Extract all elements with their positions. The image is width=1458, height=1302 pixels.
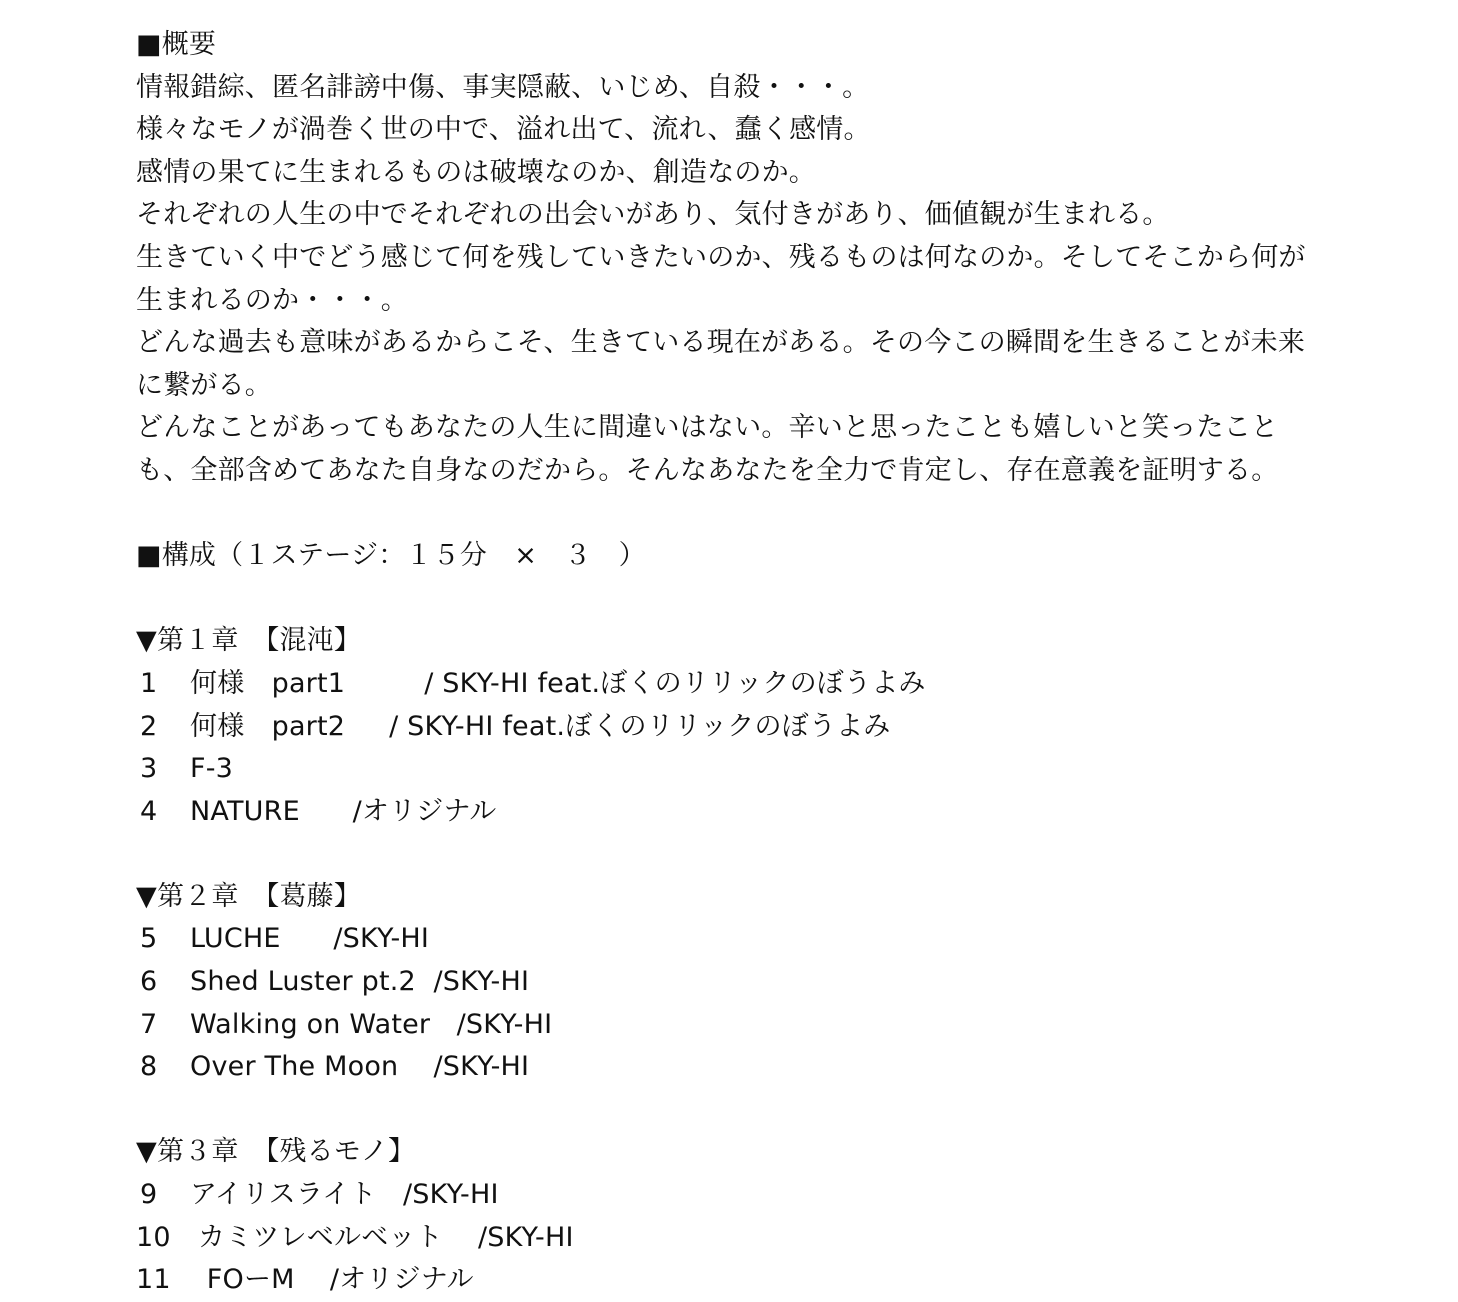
track-artist: /SKY-HI	[333, 923, 430, 955]
track-title: Over The Moon	[190, 1051, 399, 1083]
track-number: 9	[140, 1179, 158, 1211]
chapter-heading: ▼第１章 【混沌】	[136, 625, 362, 657]
track-number: 1	[140, 667, 158, 699]
track-number: 7	[140, 1008, 158, 1040]
track-number: 6	[140, 966, 158, 998]
track-artist: /SKY-HI	[402, 1179, 499, 1211]
overview-line: 感情の果てに生まれるものは破壊なのか、創造なのか。	[136, 156, 816, 188]
track-number: 4	[140, 795, 158, 827]
track-title: 何様 part1	[190, 667, 346, 699]
chapter-heading: ▼第２章 【葛藤】	[136, 880, 362, 912]
overview-line: 様々なモノが渦巻く世の中で、溢れ出て、流れ、蠢く感情。	[136, 114, 871, 146]
track-row	[136, 706, 1336, 749]
track-gap	[398, 1046, 433, 1089]
track-artist: /SKY-HI	[456, 1008, 553, 1040]
spacer	[136, 578, 1336, 621]
track-gap	[281, 918, 334, 961]
spacer	[136, 1089, 1336, 1132]
track-artist: /SKY-HI	[477, 1221, 574, 1253]
composition-heading: ■構成（１ステージ：１５分 × ３ ）	[136, 540, 646, 572]
overview-line: それぞれの人生の中でそれぞれの出会いがあり、気付きがあり、価値観が生まれる。	[136, 199, 1170, 231]
track-row	[136, 961, 1336, 1004]
track-title: 何様 part2	[190, 710, 346, 742]
track-gap	[345, 706, 389, 749]
track-gap	[300, 791, 353, 834]
overview-line: も、全部含めてあなた自身なのだから。そんなあなたを全力で肯定し、存在意義を証明する。	[136, 454, 1279, 486]
track-artist: /オリジナル	[329, 1264, 474, 1296]
track-gap	[416, 961, 434, 1004]
track-number: 3	[140, 753, 158, 785]
track-number: 10	[136, 1221, 171, 1253]
chapter-heading: ▼第３章 【残るモノ】	[136, 1136, 416, 1168]
track-artist: /SKY-HI	[433, 966, 530, 998]
track-number: 2	[140, 710, 158, 742]
track-artist: / SKY-HI feat.ぼくのリリックのぼうよみ	[424, 667, 926, 699]
track-artist: /オリジナル	[352, 795, 497, 827]
track-title: FOーM	[198, 1264, 295, 1296]
overview-line: どんな過去も意味があるからこそ、生きている現在がある。その今この瞬間を生きることが未来	[136, 327, 1306, 359]
document-body	[136, 24, 1336, 1302]
track-title: Shed Luster pt.2	[190, 966, 416, 998]
spacer	[136, 833, 1336, 876]
track-title: カミツレベルベット	[198, 1221, 443, 1253]
track-row	[136, 663, 1336, 706]
overview-line: どんなことがあってもあなたの人生に間違いはない。辛いと思ったことも嬉しいと笑ったこと	[136, 412, 1279, 444]
track-number: 11	[136, 1264, 171, 1296]
track-title: アイリスライト	[190, 1179, 377, 1211]
track-gap	[443, 1217, 478, 1260]
overview-heading: ■概要	[136, 29, 217, 60]
track-artist: / SKY-HI feat.ぼくのリリックのぼうよみ	[389, 710, 891, 742]
track-row	[136, 791, 1336, 834]
spacer	[136, 493, 1336, 536]
track-gap	[377, 1174, 403, 1217]
track-number: 5	[140, 923, 158, 955]
track-row	[136, 1004, 1336, 1047]
track-gap	[345, 663, 424, 706]
track-title: LUCHE	[190, 923, 281, 955]
track-row	[136, 1259, 1336, 1302]
track-row	[136, 1046, 1336, 1089]
overview-line: 情報錯綜、匿名誹謗中傷、事実隠蔽、いじめ、自殺・・・。	[136, 71, 870, 103]
track-artist: /SKY-HI	[433, 1051, 530, 1083]
track-row	[136, 1217, 1336, 1260]
track-title: NATURE	[190, 795, 300, 827]
track-title: Walking on Water	[190, 1008, 431, 1040]
track-row	[136, 918, 1336, 961]
track-gap	[430, 1004, 456, 1047]
track-row	[136, 748, 1336, 791]
overview-line: 生まれるのか・・・。	[136, 284, 408, 316]
track-title: F-3	[190, 753, 234, 785]
overview-line: 生きていく中でどう感じて何を残していきたいのか、残るものは何なのか。そしてそこから何が	[136, 241, 1306, 273]
overview-line: に繋がる。	[136, 369, 272, 401]
track-gap	[295, 1259, 330, 1302]
track-row	[136, 1174, 1336, 1217]
track-number: 8	[140, 1051, 158, 1083]
